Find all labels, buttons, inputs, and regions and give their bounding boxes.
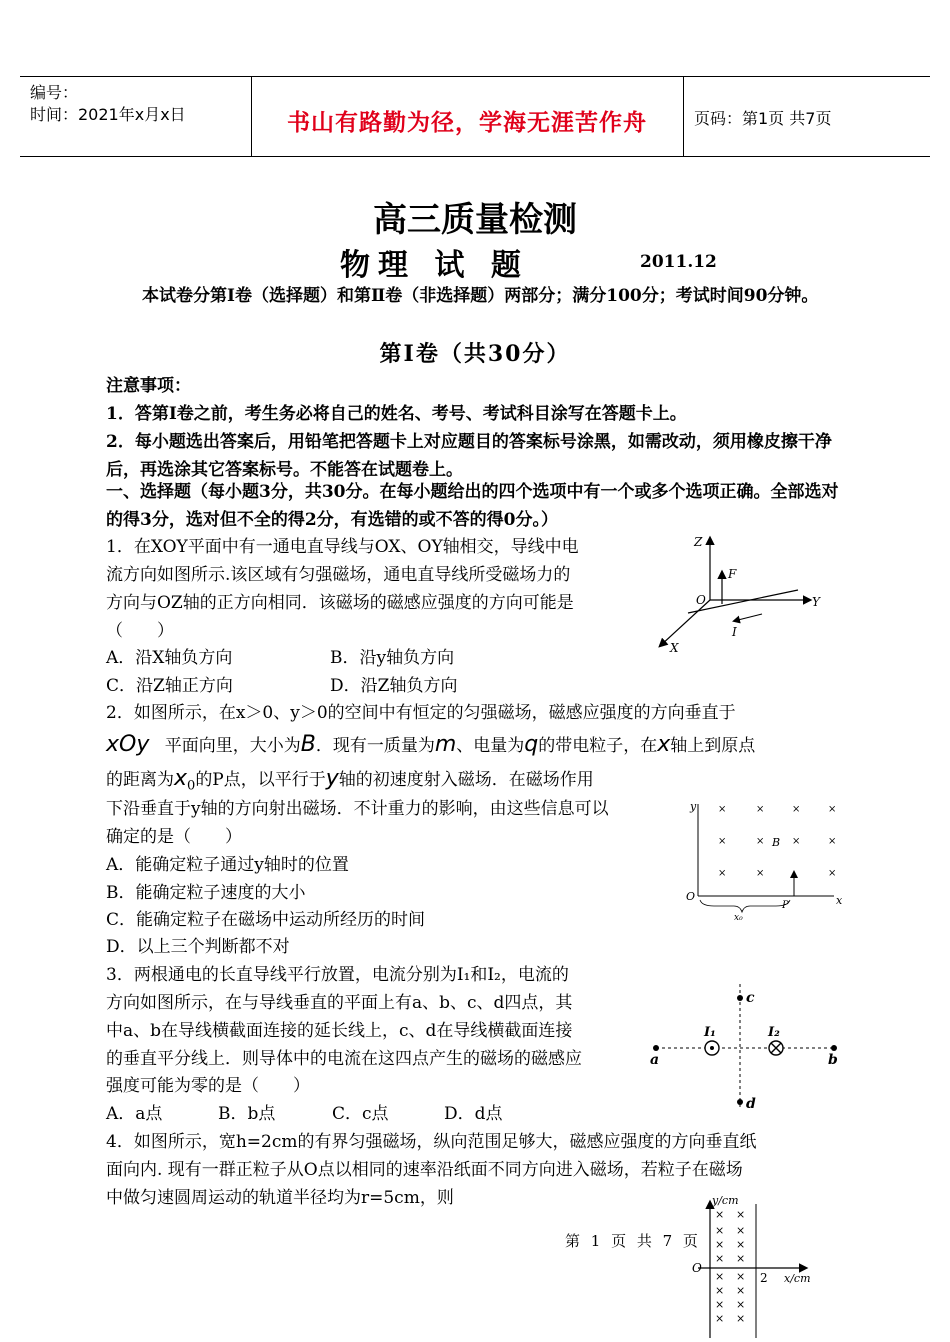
number-label: 编号： [30, 83, 79, 102]
header-top-border [20, 76, 930, 77]
svg-text:×: × [715, 1208, 725, 1221]
q1-label-x: X [670, 641, 679, 655]
q2-text-2a: 平面向里，大小为 [164, 736, 301, 756]
header-page-label: 页码：第1页 共7页 [694, 109, 832, 128]
q4-field-crosses [715, 1208, 745, 1325]
svg-text:×: × [792, 836, 801, 847]
q2-text-2c: ．现有一质量为 [315, 736, 435, 756]
q2-label-b: B [772, 836, 781, 849]
q1-label-y: Y [812, 595, 820, 609]
q3-label-i1: I₁ [704, 1025, 716, 1040]
q3-label-a: a [650, 1052, 660, 1068]
svg-text:×: × [828, 868, 837, 879]
q1-option-a: A．沿X轴负方向 [106, 648, 233, 668]
q1-stem-4: （ ） [106, 621, 174, 641]
svg-text:×: × [736, 1224, 746, 1237]
intro-text: 本试卷分第I卷（选择题）和第Ⅱ卷（非选择题）两部分；满分100分；考试时间90分钟。 [142, 286, 819, 306]
q2-label-y: y [690, 800, 697, 813]
notice-heading: 注意事项： [106, 376, 191, 396]
header-motto: 书山有路勤为径，学海无涯苦作舟 [287, 110, 647, 136]
svg-text:×: × [715, 1238, 725, 1251]
q3-label-c: c [746, 990, 755, 1006]
q3-option-c: C．c点 [332, 1104, 389, 1124]
q1-option-d: D．沿Z轴负方向 [330, 676, 458, 696]
q4-label-o: O [692, 1261, 702, 1275]
part1-heading: 一、选择题（每小题3分，共30分。在每小题给出的四个选项中有一个或多个选项正确。全部选对的得3分，选对但不全的得2分，有选错的或不答的得0分。） [106, 482, 839, 530]
svg-text:×: × [792, 804, 801, 815]
svg-text:×: × [736, 1312, 746, 1325]
svg-text:×: × [715, 1224, 725, 1237]
q3-label-i2: I₂ [768, 1025, 780, 1040]
q2-line-2 [106, 732, 755, 759]
svg-text:×: × [828, 804, 837, 815]
q2-option-d: D．以上三个判断都不对 [106, 937, 290, 957]
header-bottom-border [20, 156, 930, 157]
q2-label-x: x [836, 894, 843, 907]
q2-option-b: B．能确定粒子速度的大小 [106, 883, 306, 903]
q2-text-3c: 轴的初速度射入磁场．在磁场作用 [338, 770, 594, 790]
notice-item-2: 2．每小题选出答案后，用铅笔把答题卡上对应题目的答案标号涂黑，如需改动，须用橡皮擦干净后，再选涂其它答案标号。不能答在试题卷上。 [106, 432, 832, 480]
q3-stem-2: 方向如图所示，在与导线垂直的平面上有a、b、c、d四点，其 [106, 993, 573, 1013]
q3-option-d: D．d点 [444, 1104, 503, 1124]
q1-stem-2: 流方向如图所示.该区域有匀强磁场，通电直导线所受磁场力的 [106, 565, 571, 585]
q1-stem-3: 方向与OZ轴的正方向相同．该磁场的磁感应强度的方向可能是 [106, 593, 574, 613]
q2-label-p: P [782, 900, 789, 911]
q4-stem-2: 面向内. 现有一群正粒子从O点以相同的速率沿纸面不同方向进入磁场，若粒子在磁场 [106, 1160, 743, 1180]
svg-text:×: × [715, 1270, 725, 1283]
q3-option-b: B．b点 [218, 1104, 276, 1124]
svg-text:×: × [718, 868, 727, 879]
svg-text:×: × [736, 1238, 746, 1251]
q4-label-x: x/cm [784, 1272, 811, 1285]
q2-line-3 [106, 766, 594, 799]
svg-text:×: × [718, 804, 727, 815]
q2-var-xoy: xOy [106, 732, 150, 757]
svg-text:×: × [736, 1270, 746, 1283]
q3-stem-5: 强度可能为零的是（ ） [106, 1076, 310, 1096]
svg-text:×: × [756, 804, 765, 815]
q2-var-m: m [434, 732, 457, 757]
q2-line-4: 下沿垂直于y轴的方向射出磁场．不计重力的影响，由这些信息可以 [106, 799, 609, 819]
page-footer: 第 1 页 共 7 页 [565, 1232, 701, 1250]
q2-var-x0-sub: 0 [187, 778, 196, 794]
q3-stem-3: 中a、b在导线横截面连接的延长线上，c、d在导线横截面连接 [106, 1021, 573, 1041]
q1-current-arrow [734, 614, 762, 621]
q3-label-d: d [746, 1096, 756, 1112]
q2-text-2d: 、电量为 [456, 736, 525, 756]
q3-stem-4: 的垂直平分线上．则导体中的电流在这四点产生的磁场的磁感应 [106, 1049, 582, 1069]
q3-option-a: A．a点 [106, 1104, 163, 1124]
svg-text:×: × [736, 1298, 746, 1311]
svg-text:×: × [736, 1284, 746, 1297]
q2-line-5: 确定的是（ ） [106, 827, 242, 847]
q2-option-c: C．能确定粒子在磁场中运动所经历的时间 [106, 910, 426, 930]
q1-option-c: C．沿Z轴正方向 [106, 676, 233, 696]
q4-figure [688, 1190, 828, 1340]
q2-option-a: A．能确定粒子通过y轴时的位置 [106, 855, 349, 875]
q2-text-2e: 的带电粒子，在 [538, 736, 658, 756]
svg-text:×: × [828, 836, 837, 847]
q1-label-i: I [732, 625, 737, 639]
svg-text:×: × [715, 1312, 725, 1325]
q1-stem-1: 1．在XOY平面中有一通电直导线与OX、OY轴相交，导线中电 [106, 537, 579, 557]
notice-block [106, 372, 854, 484]
q4-label-2: 2 [760, 1271, 768, 1285]
q1-option-b: B．沿y轴负方向 [330, 648, 455, 668]
svg-text:×: × [715, 1252, 725, 1265]
q2-var-x0: x [174, 766, 188, 791]
svg-text:×: × [715, 1284, 725, 1297]
header-divider-right [683, 76, 684, 156]
q2-text-3a: 的距离为 [106, 770, 174, 790]
q1-label-o: O [696, 593, 706, 607]
q4-stem-1: 4．如图所示，宽h=2cm的有界匀强磁场，纵向范围足够大，磁感应强度的方向垂直纸 [106, 1132, 757, 1152]
q3-stem-1: 3．两根通电的长直导线平行放置，电流分别为I₁和I₂，电流的 [106, 965, 569, 985]
q2-label-o: O [686, 890, 696, 903]
q2-var-x: x [657, 732, 671, 757]
svg-text:×: × [715, 1298, 725, 1311]
subject-title: 物理 试 题 [340, 248, 529, 283]
svg-text:×: × [736, 1252, 746, 1265]
q3-label-b: b [828, 1052, 838, 1068]
exam-date: 2011.12 [640, 252, 717, 272]
q1-label-z: Z [694, 535, 703, 549]
q2-x0-brace [700, 900, 790, 912]
q2-text-3b: 的P点，以平行于 [195, 770, 326, 790]
svg-text:×: × [718, 836, 727, 847]
time-label: 时间：2021年x月x日 [30, 105, 186, 124]
q1-label-f: F [728, 567, 737, 581]
q2-text-2f: 轴上到原点 [670, 736, 756, 756]
q4-label-y: y/cm [712, 1194, 739, 1207]
section-title: 第Ⅰ卷（共30分） [379, 341, 571, 367]
header-meta [30, 82, 186, 126]
q2-var-y: y [325, 766, 339, 791]
q2-var-q: q [524, 732, 539, 757]
svg-text:×: × [756, 836, 765, 847]
exam-title: 高三质量检测 [373, 200, 577, 240]
svg-text:×: × [756, 868, 765, 879]
q2-figure [684, 796, 854, 926]
q2-label-x0: x₀ [734, 913, 743, 923]
q3-figure [648, 978, 848, 1118]
q1-figure [650, 528, 830, 658]
svg-text:×: × [736, 1208, 746, 1221]
q2-var-b: B [300, 732, 316, 757]
notice-item-1: 1．答第I卷之前，考生务必将自己的姓名、考号、考试科目涂写在答题卡上。 [106, 404, 687, 424]
q4-stem-3: 中做匀速圆周运动的轨道半径均为r=5cm，则 [106, 1188, 454, 1208]
q2-line-1: 2．如图所示，在x＞0、y＞0的空间中有恒定的匀强磁场，磁感应强度的方向垂直于 [106, 703, 736, 723]
